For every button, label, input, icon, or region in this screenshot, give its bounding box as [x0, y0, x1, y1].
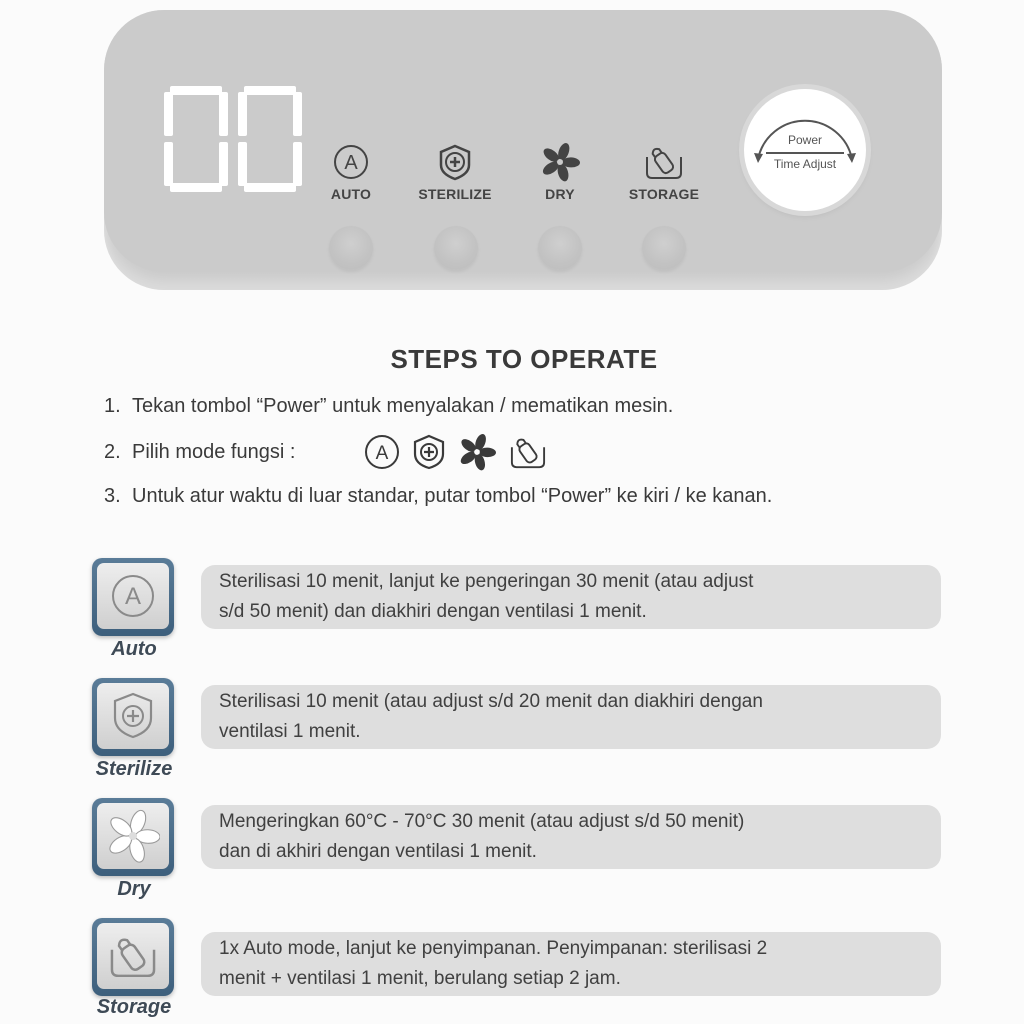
mode-label-storage: STORAGE	[628, 186, 700, 202]
step-number: 3.	[104, 485, 121, 507]
step-number: 2.	[104, 441, 121, 463]
panel-mode-storage	[609, 142, 719, 202]
step-1	[104, 395, 673, 418]
steps-title: STEPS TO OPERATE	[390, 344, 658, 374]
dry-button[interactable]	[538, 226, 582, 270]
sterilize-mode-description	[201, 685, 941, 749]
auto-a-icon	[332, 143, 370, 181]
description-line-2: s/d 50 menit) dan diakhiri dengan ventilasi 1 menit.	[219, 601, 647, 622]
description-line-1: Sterilisasi 10 menit, lanjut ke pengeringan 30 menit (atau adjust	[219, 571, 754, 592]
dry-mode-name: Dry	[117, 878, 151, 900]
control-panel	[104, 10, 942, 290]
bottle-storage-icon	[643, 143, 685, 181]
step-2	[104, 441, 295, 464]
seven-segment-digits	[164, 84, 304, 194]
mode-label-sterilize: STERILIZE	[418, 186, 492, 202]
dry-mode-badge	[92, 798, 174, 876]
storage-button[interactable]	[642, 226, 686, 270]
fan-icon	[540, 142, 580, 182]
svg-text:A: A	[375, 443, 389, 464]
description-line-2: ventilasi 1 menit.	[219, 721, 361, 742]
knob-power-label: Power	[787, 133, 822, 147]
fan-icon	[458, 433, 496, 471]
panel-mode-auto	[296, 142, 406, 202]
sterilize-button[interactable]	[434, 226, 478, 270]
sterilize-mode-name: Sterilize	[95, 758, 173, 780]
step-2-mode-icons	[364, 434, 548, 470]
shield-plus-icon	[110, 691, 156, 741]
rotate-arrows-icon	[744, 89, 866, 211]
bottle-storage-icon	[107, 932, 159, 980]
description-line-2: dan di akhiri dengan ventilasi 1 menit.	[219, 841, 537, 862]
shield-plus-icon	[412, 434, 446, 470]
description-line-2: menit + ventilasi 1 menit, berulang setiap 2 jam.	[219, 968, 621, 989]
storage-mode-badge	[92, 918, 174, 996]
step-number: 1.	[104, 395, 121, 417]
svg-text:A: A	[124, 583, 142, 610]
panel-mode-dry	[505, 142, 615, 202]
auto-mode-description	[201, 565, 941, 629]
storage-mode-description	[201, 932, 941, 996]
storage-mode-name: Storage	[96, 996, 172, 1018]
auto-a-icon	[108, 571, 158, 621]
mode-label-dry: DRY	[545, 186, 575, 202]
step-text: Pilih mode fungsi :	[132, 441, 296, 463]
bottle-storage-icon	[508, 434, 548, 470]
auto-mode-badge	[92, 558, 174, 636]
description-line-1: Mengeringkan 60°C - 70°C 30 menit (atau adjust s/d 50 menit)	[219, 811, 745, 832]
step-text: Tekan tombol “Power” untuk menyalakan / mematikan mesin.	[132, 395, 674, 417]
step-3	[104, 485, 772, 508]
svg-text:A: A	[344, 152, 358, 174]
shield-plus-icon	[436, 143, 474, 181]
step-text: Untuk atur waktu di luar standar, putar tombol “Power” ke kiri / ke kanan.	[132, 485, 773, 507]
dry-mode-description	[201, 805, 941, 869]
time-display	[164, 84, 304, 194]
auto-mode-name: Auto	[111, 638, 157, 660]
description-line-1: Sterilisasi 10 menit (atau adjust s/d 20 menit dan diakhiri dengan	[219, 691, 763, 712]
description-line-1: 1x Auto mode, lanjut ke penyimpanan. Penyimpanan: sterilisasi 2	[219, 938, 768, 959]
power-knob[interactable]	[744, 89, 866, 211]
knob-time-adjust-label: Time Adjust	[773, 157, 837, 171]
auto-a-icon	[364, 434, 400, 470]
mode-label-auto: AUTO	[330, 186, 372, 202]
fan-icon	[106, 809, 160, 863]
panel-mode-sterilize	[400, 142, 510, 202]
auto-button[interactable]	[329, 226, 373, 270]
sterilize-mode-badge	[92, 678, 174, 756]
